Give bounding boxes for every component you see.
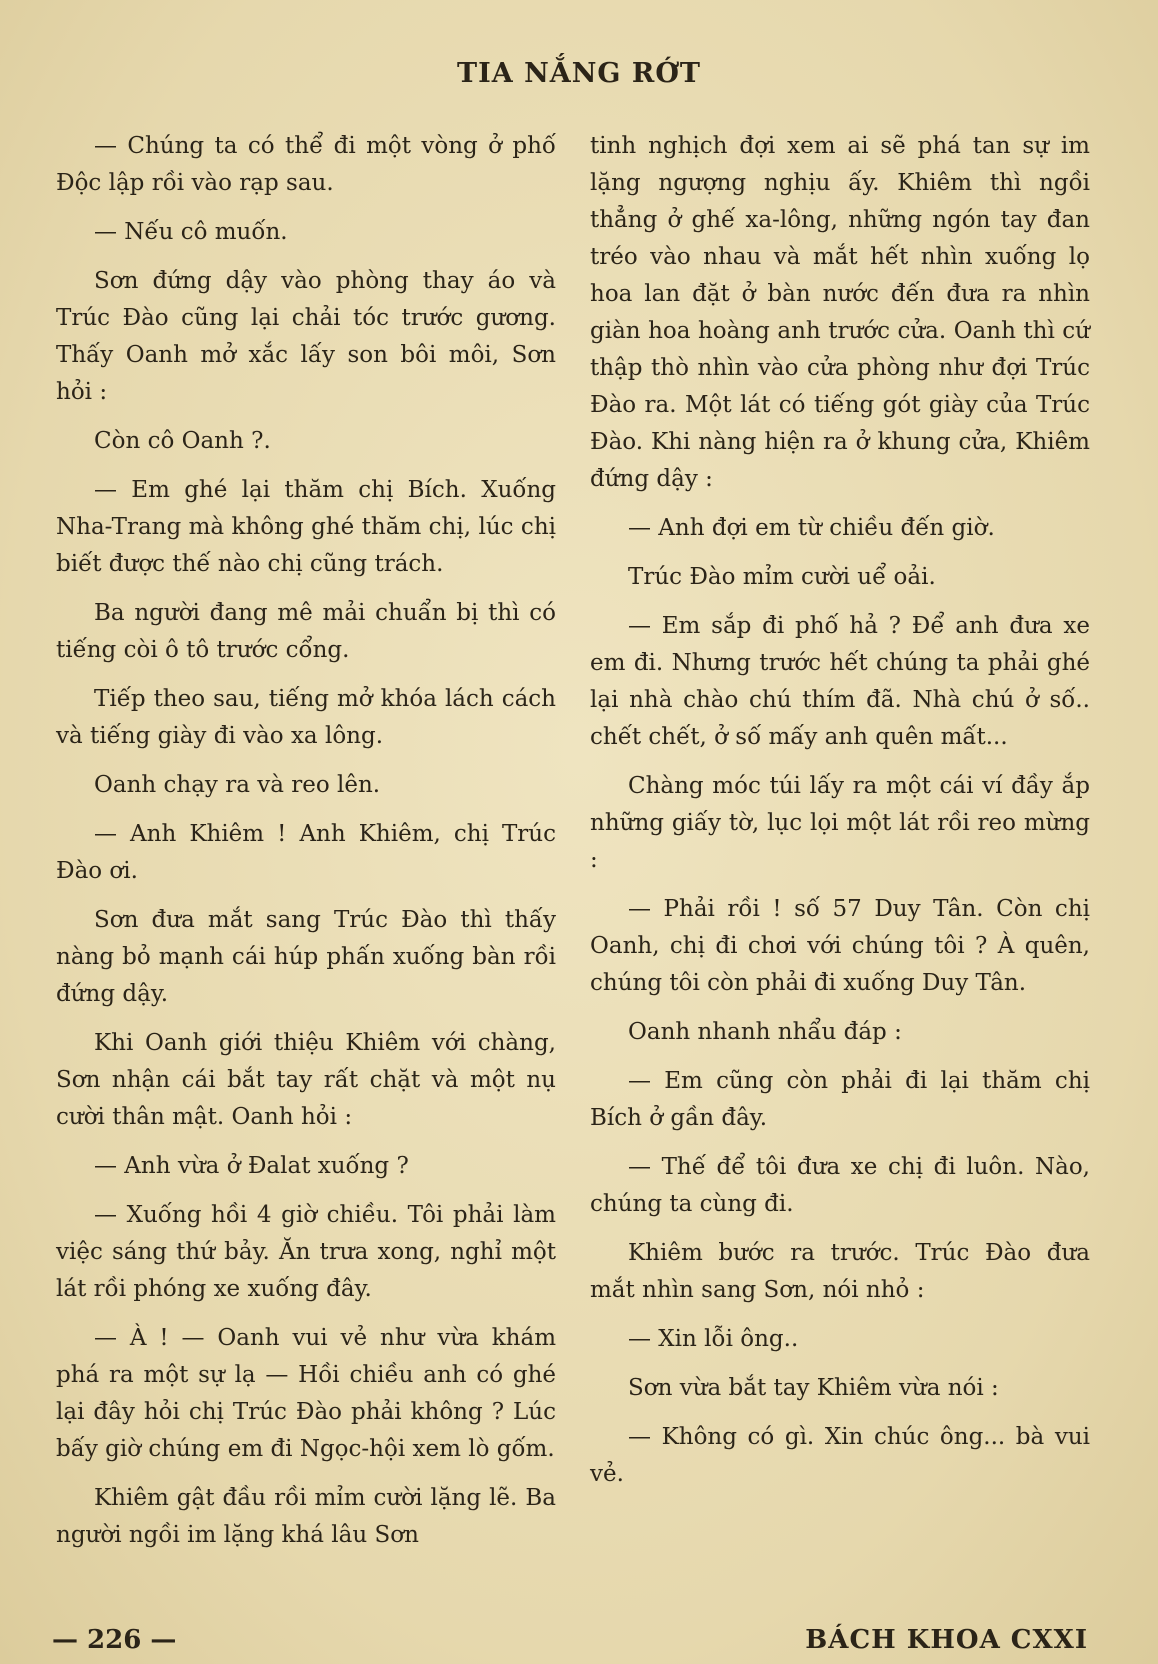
left-column [56,128,556,1566]
paragraph: Sơn đứng dậy vào phòng thay áo và Trúc Đào cũng lại chải tóc trước gương. Thấy Oanh mở xắc lấy son bôi môi, Sơn hỏi : [56,268,556,405]
paragraph: — Không có gì. Xin chúc ông... bà vui vẻ. [590,1424,1090,1487]
paragraph: Ba người đang mê mải chuẩn bị thì có tiếng còi ô tô trước cổng. [56,600,556,663]
page-number: — 226 — [52,1625,177,1655]
paragraph: Oanh chạy ra và reo lên. [94,772,381,798]
paragraph: Oanh nhanh nhẩu đáp : [628,1019,902,1045]
paragraph-continued: tinh nghịch đợi xem ai sẽ phá tan sự im lặng ngượng nghịu ấy. Khiêm thì ngồi thẳng ở ghế xa-lông, những ngón tay đan tréo vào nhau và mắt hết nhìn xuống lọ hoa lan đặt ở bàn nước đến đưa ra nhìn giàn hoa hoàng anh trước cửa. Oanh thì cứ thập thò nhìn vào cửa phòng như đợi Trúc Đào ra. Một lát có tiếng gót giày của Trúc Đào. Khi nàng hiện ra ở khung cửa, Khiêm đứng dậy : [590,133,1090,492]
paragraph: — Em ghé lại thăm chị Bích. Xuống Nha-Trang mà không ghé thăm chị, lúc chị biết được thế nào chị cũng trách. [56,477,556,577]
paragraph: — Em cũng còn phải đi lại thăm chị Bích ở gần đây. [590,1068,1090,1131]
paragraph: — Em sắp đi phố hả ? Để anh đưa xe em đi. Nhưng trước hết chúng ta phải ghé lại nhà chào chú thím đã. Nhà chú ở số.. chết chết, ở số mấy anh quên mất... [590,613,1090,750]
paragraph: Tiếp theo sau, tiếng mở khóa lách cách và tiếng giày đi vào xa lông. [56,686,556,749]
paragraph: — Anh vừa ở Đalat xuống ? [94,1153,409,1179]
paragraph: — À ! — Oanh vui vẻ như vừa khám phá ra một sự lạ — Hồi chiều anh có ghé lại đây hỏi chị Trúc Đào phải không ? Lúc bấy giờ chúng em đi Ngọc-hội xem lò gốm. [56,1325,556,1462]
paragraph: Trúc Đào mỉm cười uể oải. [628,564,936,590]
paragraph: — Anh đợi em từ chiều đến giờ. [628,515,995,541]
paragraph: Chàng móc túi lấy ra một cái ví đầy ắp những giấy tờ, lục lọi một lát rồi reo mừng : [590,773,1090,873]
publication-name: BÁCH KHOA CXXI [805,1625,1088,1655]
paragraph: Khi Oanh giới thiệu Khiêm với chàng, Sơn nhận cái bắt tay rất chặt và một nụ cười thân mật. Oanh hỏi : [56,1030,556,1130]
paragraph: Sơn đưa mắt sang Trúc Đào thì thấy nàng bỏ mạnh cái húp phấn xuống bàn rồi đứng dậy. [56,907,556,1007]
paragraph: Khiêm gật đầu rồi mỉm cười lặng lẽ. Ba người ngồi im lặng khá lâu Sơn [56,1485,556,1548]
running-header: TIA NẮNG RỚT [457,58,701,89]
right-column [590,128,1090,1505]
paragraph: — Xuống hồi 4 giờ chiều. Tôi phải làm việc sáng thứ bảy. Ăn trưa xong, nghỉ một lát rồi phóng xe xuống đây. [56,1202,556,1302]
paragraph: — Chúng ta có thể đi một vòng ở phố Độc lập rồi vào rạp sau. [56,133,556,196]
paragraph: — Thế để tôi đưa xe chị đi luôn. Nào, chúng ta cùng đi. [590,1154,1090,1217]
paragraph: Sơn vừa bắt tay Khiêm vừa nói : [628,1375,999,1401]
paragraph: Khiêm bước ra trước. Trúc Đào đưa mắt nhìn sang Sơn, nói nhỏ : [590,1240,1090,1303]
paragraph: — Anh Khiêm ! Anh Khiêm, chị Trúc Đào ơi. [56,821,556,884]
paragraph: Còn cô Oanh ?. [94,428,271,454]
paragraph: — Nếu cô muốn. [94,219,288,245]
paragraph: — Xin lỗi ông.. [628,1326,799,1352]
paragraph: — Phải rồi ! số 57 Duy Tân. Còn chị Oanh, chị đi chơi với chúng tôi ? À quên, chúng tôi còn phải đi xuống Duy Tân. [590,896,1090,996]
